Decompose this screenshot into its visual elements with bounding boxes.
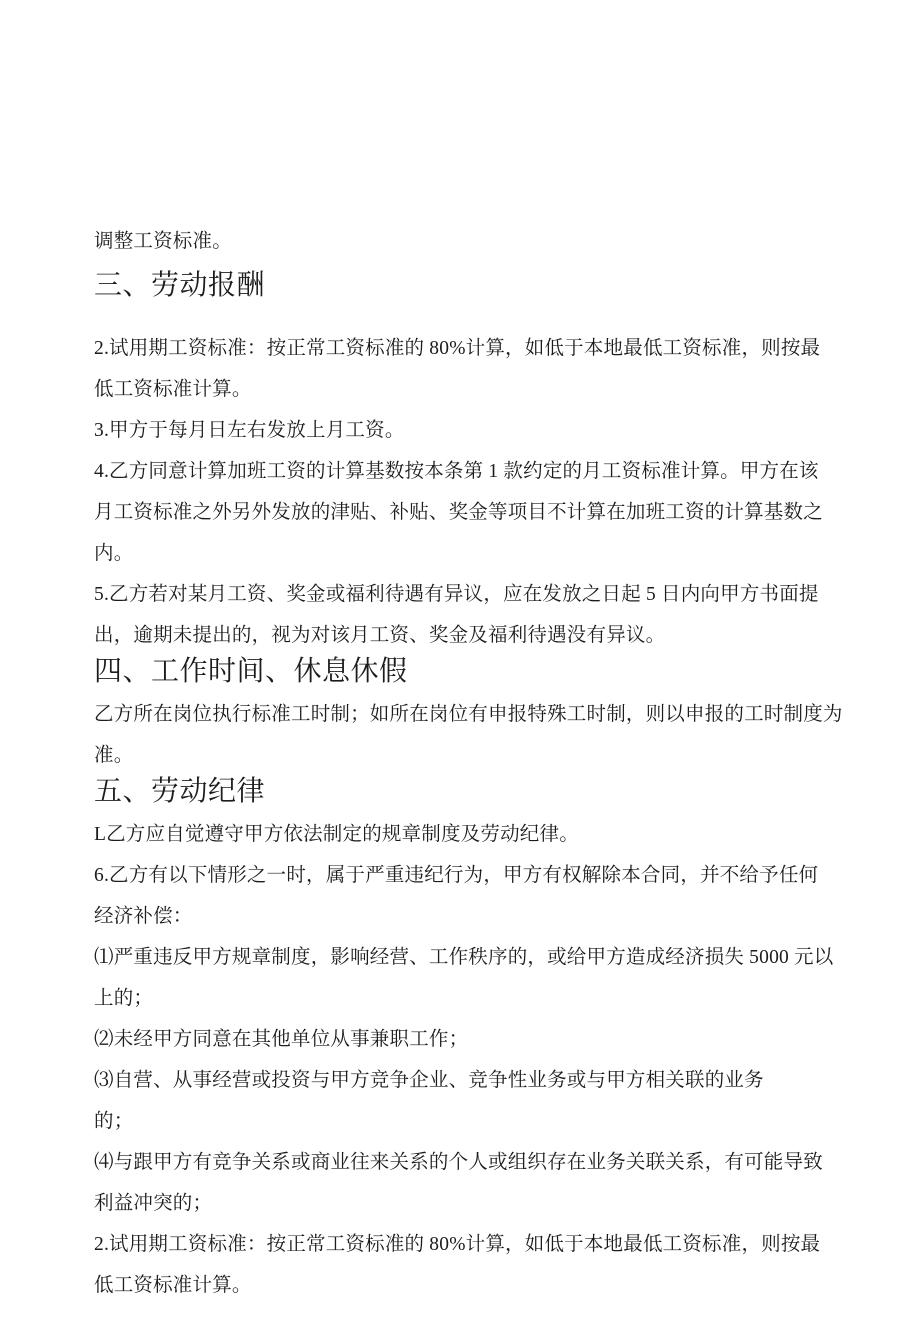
section-heading-labor-compensation: 三、劳动报酬 — [94, 270, 266, 301]
paragraph-line: 上的； — [94, 988, 154, 1009]
paragraph-line: ⑶自营、从事经营或投资与甲方竞争企业、竞争性业务或与甲方相关联的业务 — [94, 1070, 764, 1091]
paragraph-line: 6.乙方有以下情形之一时，属于严重违纪行为，甲方有权解除本合同，并不给予任何 — [94, 865, 819, 886]
paragraph-line: 4.乙方同意计算加班工资的计算基数按本条第 1 款约定的月工资标准计算。甲方在该 — [94, 461, 819, 482]
paragraph-line: 2.试用期工资标准：按正常工资标准的 80%计算，如低于本地最低工资标准，则按最 — [94, 338, 821, 359]
paragraph-line: 低工资标准计算。 — [94, 379, 252, 400]
paragraph-line: L乙方应自觉遵守甲方依法制定的规章制度及劳动纪律。 — [94, 824, 579, 845]
paragraph-line: 乙方所在岗位执行标准工时制；如所在岗位有申报特殊工时制，则以申报的工时制度为 — [94, 704, 843, 725]
paragraph-line: 5.乙方若对某月工资、奖金或福利待遇有异议，应在发放之日起 5 日内向甲方书面提 — [94, 584, 819, 605]
paragraph-line: 调整工资标准。 — [94, 231, 232, 252]
paragraph-line: ⑷与跟甲方有竞争关系或商业往来关系的个人或组织存在业务关联关系，有可能导致 — [94, 1152, 823, 1173]
paragraph-line: 经济补偿： — [94, 906, 193, 927]
paragraph-line: 3.甲方于每月日左右发放上月工资。 — [94, 420, 405, 441]
paragraph-line: 低工资标准计算。 — [94, 1275, 252, 1296]
section-heading-labor-discipline: 五、劳动纪律 — [94, 776, 266, 807]
paragraph-line: 利益冲突的； — [94, 1193, 213, 1214]
paragraph-line: 的； — [94, 1111, 134, 1132]
paragraph-line: 出，逾期未提出的，视为对该月工资、奖金及福利待遇没有异议。 — [94, 625, 666, 646]
paragraph-line: 2.试用期工资标准：按正常工资标准的 80%计算，如低于本地最低工资标准，则按最 — [94, 1234, 821, 1255]
paragraph-line: 月工资标准之外另外发放的津贴、补贴、奖金等项目不计算在加班工资的计算基数之 — [94, 502, 823, 523]
paragraph-line: 内。 — [94, 543, 134, 564]
paragraph-line: 准。 — [94, 745, 134, 766]
paragraph-line: ⑵未经甲方同意在其他单位从事兼职工作； — [94, 1029, 469, 1050]
section-heading-working-hours-rest: 四、工作时间、休息休假 — [94, 656, 408, 687]
paragraph-line: ⑴严重违反甲方规章制度，影响经营、工作秩序的，或给甲方造成经济损失 5000 元以 — [94, 947, 834, 968]
